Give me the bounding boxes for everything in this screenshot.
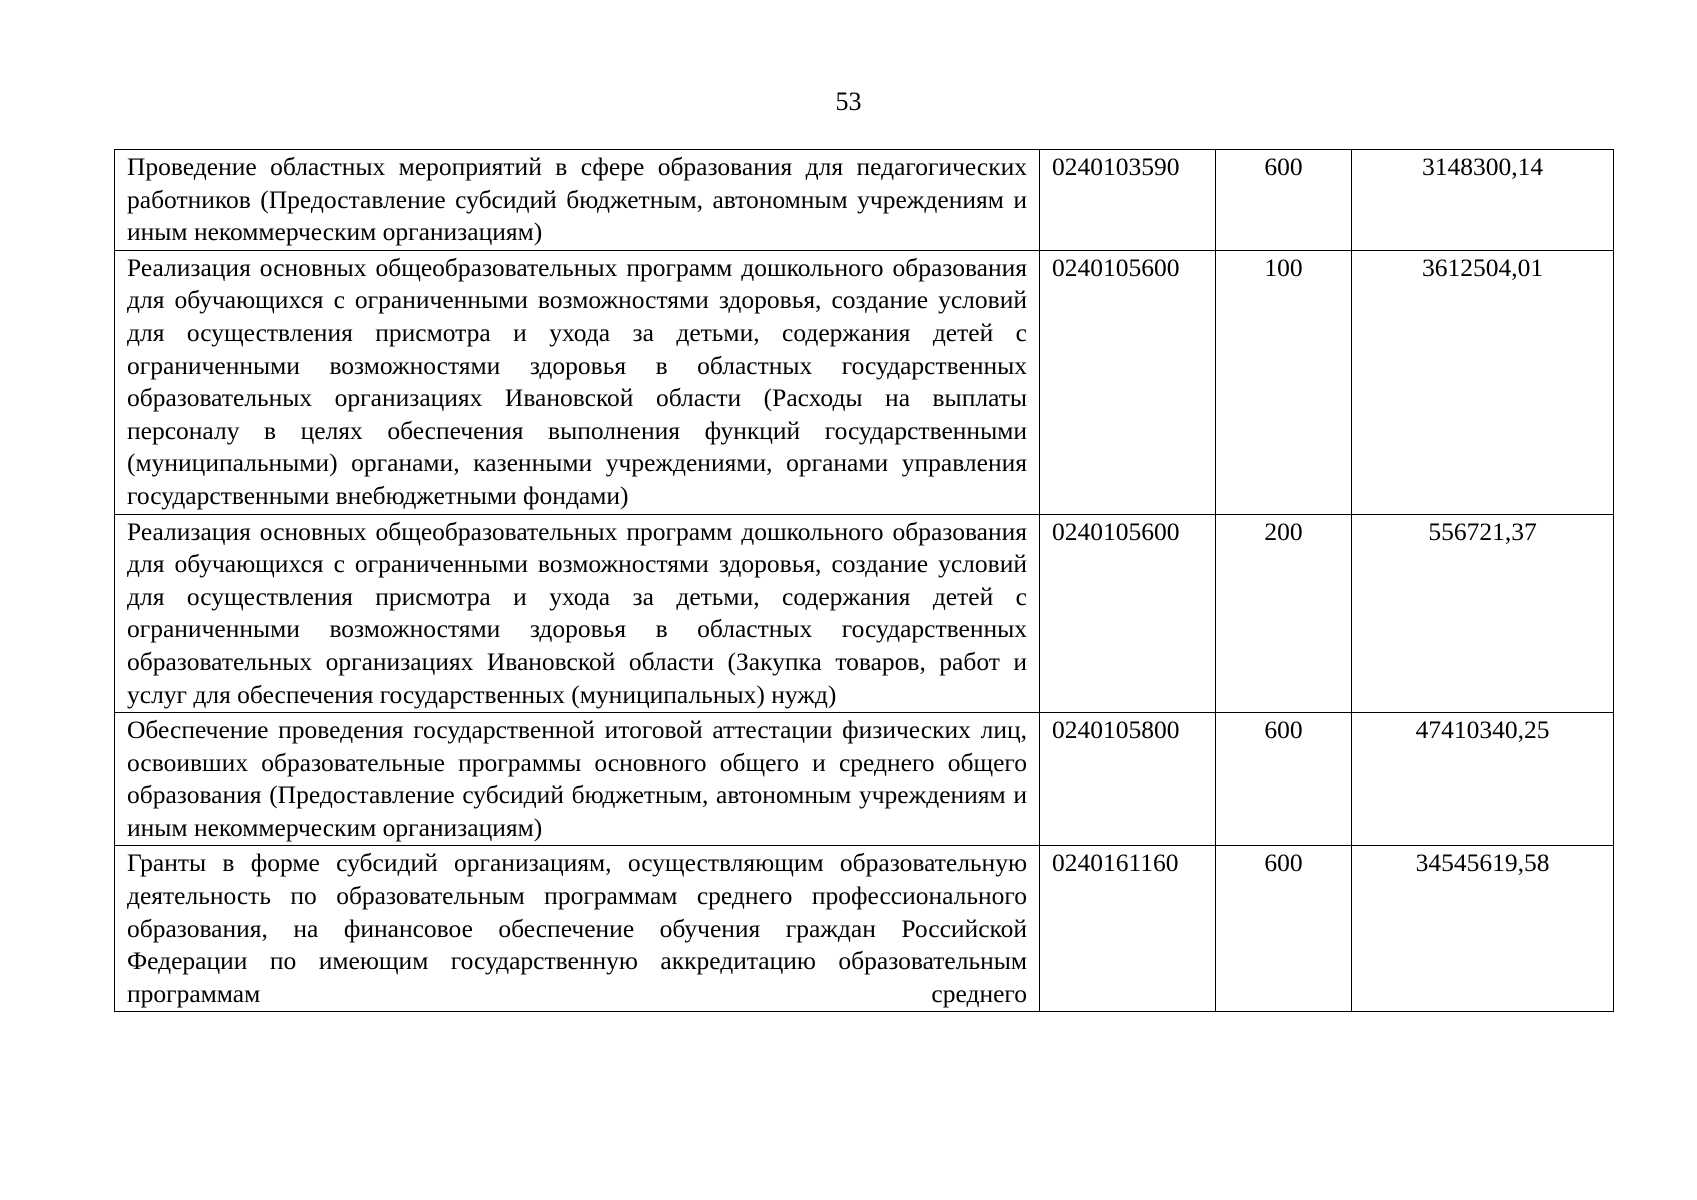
table-row xyxy=(115,713,1614,846)
row-target-code: 0240161160 xyxy=(1040,846,1216,1012)
row-description: Реализация основных общеобразовательных программ дошкольного образования для обучающихся с ограниченными возможностями здоровья, создание условий для осуществления присмотра и ухода за детьми, содержания детей с ограниченными возможностями здоровья в областных государственных образовательных организациях Ивановской области (Закупка товаров, работ и услуг для обеспечения государственных (муниципальных) нужд) xyxy=(115,514,1040,713)
table-row xyxy=(115,250,1614,514)
row-expense-type: 200 xyxy=(1216,514,1352,713)
row-expense-type: 600 xyxy=(1216,713,1352,846)
row-expense-type: 100 xyxy=(1216,250,1352,514)
row-amount: 34545619,58 xyxy=(1352,846,1614,1012)
row-amount: 556721,37 xyxy=(1352,514,1614,713)
row-description: Гранты в форме субсидий организациям, осуществляющим образовательную деятельность по образовательным программам среднего профессионального образования, на финансовое обеспечение обучения граждан Российской Федерации по имеющим государственную аккредитацию образовательным программам среднего xyxy=(115,846,1040,1012)
row-expense-type: 600 xyxy=(1216,846,1352,1012)
row-target-code: 0240103590 xyxy=(1040,150,1216,251)
table-row xyxy=(115,514,1614,713)
budget-table xyxy=(114,149,1614,1012)
row-amount: 3148300,14 xyxy=(1352,150,1614,251)
row-description: Обеспечение проведения государственной итоговой аттестации физических лиц, освоивших образовательные программы основного общего и среднего общего образования (Предоставление субсидий бюджетным, автономным учреждениям и иным некоммерческим организациям) xyxy=(115,713,1040,846)
row-amount: 47410340,25 xyxy=(1352,713,1614,846)
table-row xyxy=(115,150,1614,251)
row-target-code: 0240105800 xyxy=(1040,713,1216,846)
row-target-code: 0240105600 xyxy=(1040,250,1216,514)
row-description: Реализация основных общеобразовательных программ дошкольного образования для обучающихся с ограниченными возможностями здоровья, создание условий для осуществления присмотра и ухода за детьми, содержания детей с ограниченными возможностями здоровья в областных государственных образовательных организациях Ивановской области (Расходы на выплаты персоналу в целях обеспечения выполнения функций государственными (муниципальными) органами, казенными учреждениями, органами управления государственными внебюджетными фондами) xyxy=(115,250,1040,514)
row-amount: 3612504,01 xyxy=(1352,250,1614,514)
row-target-code: 0240105600 xyxy=(1040,514,1216,713)
page-number: 53 xyxy=(835,87,862,116)
row-expense-type: 600 xyxy=(1216,150,1352,251)
table-row xyxy=(115,846,1614,1012)
row-description: Проведение областных мероприятий в сфере образования для педагогических работников (Предоставление субсидий бюджетным, автономным учреждениям и иным некоммерческим организациям) xyxy=(115,150,1040,251)
